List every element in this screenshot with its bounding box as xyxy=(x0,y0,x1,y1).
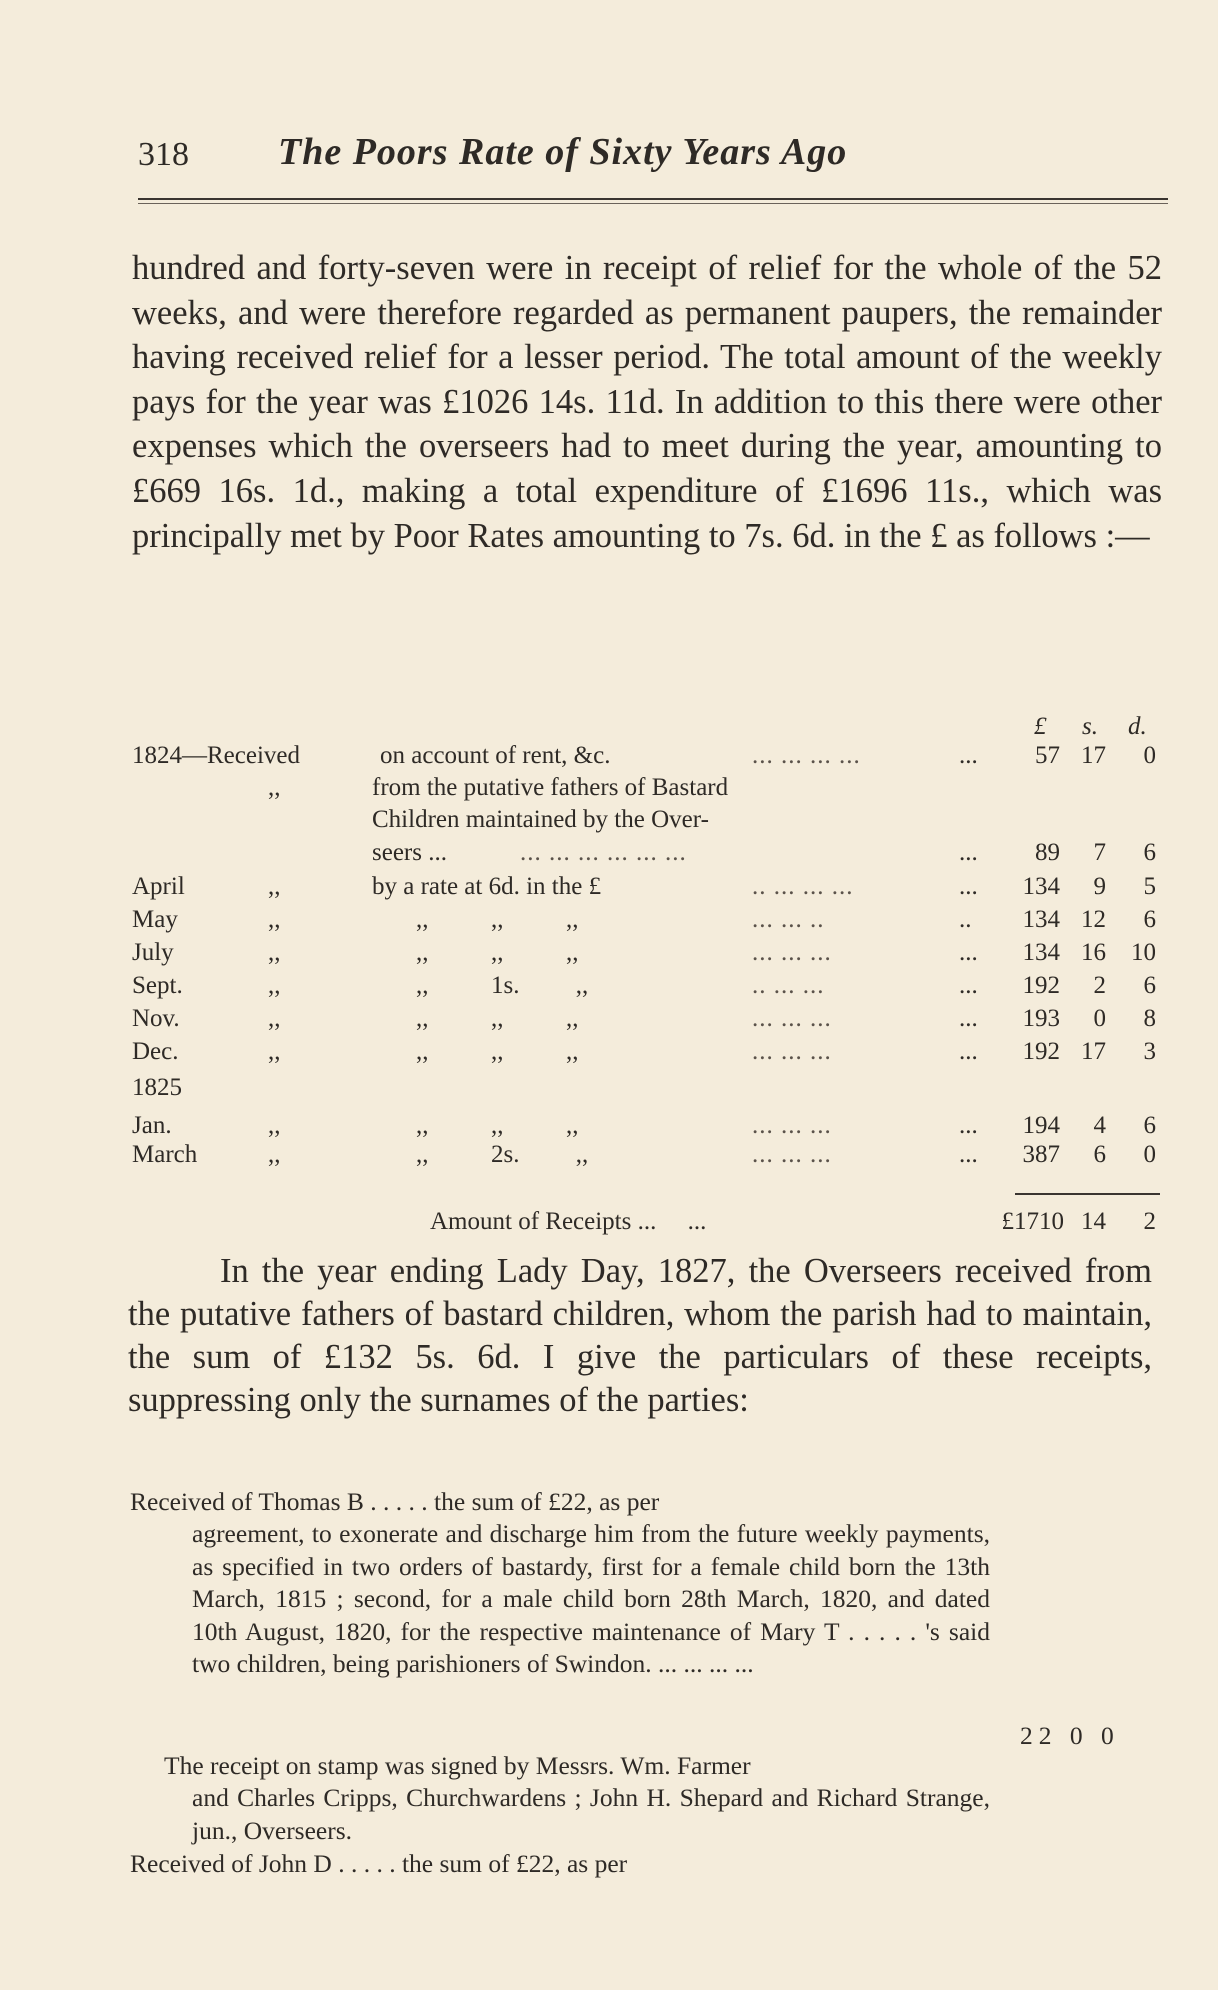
receipt-note-first-line: The receipt on stamp was signed by Messrs. Wm. Farmer xyxy=(164,1751,751,1780)
row-desc: on account of rent, &c. xyxy=(380,742,611,769)
row-ditto: ,, xyxy=(268,972,281,999)
row-pence: 6 xyxy=(1143,1112,1156,1139)
dots-lead: ... xyxy=(959,939,978,966)
total-label: Amount of Receipts ... ... xyxy=(430,1208,707,1235)
row-pence: 5 xyxy=(1143,873,1156,900)
row-date: 1824—Received xyxy=(132,742,301,769)
total-pence: 2 xyxy=(1143,1208,1156,1235)
row-ditto: ,, xyxy=(268,939,281,966)
row-dots: .. ... ... ... xyxy=(752,873,854,900)
receipt-2 xyxy=(130,1848,990,1880)
row-desc: seers ... xyxy=(372,839,447,866)
dots-lead: ... xyxy=(959,873,978,900)
row-shillings: 2 xyxy=(1093,972,1106,999)
row-pounds: 194 xyxy=(1022,1112,1060,1139)
row-pence: 8 xyxy=(1143,1005,1156,1032)
row-pence: 0 xyxy=(1143,1141,1156,1168)
row-date: July xyxy=(132,939,174,966)
row-dots: ... ... ... xyxy=(752,939,832,966)
row-pounds: 134 xyxy=(1022,873,1060,900)
receipt-1-first-line: Received of Thomas B . . . . . the sum of £22, as per xyxy=(130,1487,660,1516)
row-ditto: ,, xyxy=(268,1141,281,1168)
row-shillings: 7 xyxy=(1093,839,1106,866)
total-shillings: 14 xyxy=(1081,1208,1106,1235)
row-dots: ... ... ... xyxy=(752,1141,832,1168)
receipt-1 xyxy=(130,1486,990,1680)
running-title: The Poors Rate of Sixty Years Ago xyxy=(278,131,848,173)
row-pounds: 192 xyxy=(1022,1038,1060,1065)
row-desc: ,, 2s. ,, xyxy=(416,1141,589,1168)
row-date: May xyxy=(132,906,178,933)
row-ditto: ,, xyxy=(268,906,281,933)
row-pounds: 193 xyxy=(1022,1005,1060,1032)
dots-lead: .. xyxy=(959,906,972,933)
row-pence: 6 xyxy=(1143,972,1156,999)
row-shillings: 17 xyxy=(1081,1038,1106,1065)
row-pounds: 89 xyxy=(1035,839,1060,866)
row-dots: ... ... ... ... xyxy=(752,742,861,769)
row-pence: 10 xyxy=(1131,939,1156,966)
total-pounds: £1710 xyxy=(1001,1208,1064,1235)
receipt-2-first-line: Received of John D . . . . . the sum of £22, as per xyxy=(130,1849,628,1878)
row-desc: ,, ,, ,, xyxy=(416,939,579,966)
row-pounds: 192 xyxy=(1022,972,1060,999)
dots-lead: ... xyxy=(959,1005,978,1032)
row-shillings: 0 xyxy=(1093,1005,1106,1032)
col-header-shillings: s. xyxy=(1082,713,1098,740)
row-dots: ... ... ... xyxy=(752,1005,832,1032)
receipt-note xyxy=(164,1750,990,1847)
receipt-1-amount: 22 0 0 xyxy=(1020,1721,1120,1750)
row-shillings: 17 xyxy=(1081,742,1106,769)
dots-lead: ... xyxy=(959,839,978,866)
row-desc: ,, 1s. ,, xyxy=(416,972,589,999)
row-shillings: 16 xyxy=(1081,939,1106,966)
row-date: Nov. xyxy=(132,1005,180,1032)
row-dots: .. ... ... xyxy=(752,972,825,999)
row-date: Dec. xyxy=(132,1038,179,1065)
row-desc: ,, ,, ,, xyxy=(416,1005,579,1032)
row-desc: ,, ,, ,, xyxy=(416,906,579,933)
page-number: 318 xyxy=(138,136,189,173)
paragraph-2: In the year ending Lady Day, 1827, the Overseers received from the putative fathers of bastard children, whom the parish had to maintain, the sum of £132 5s. 6d. I give the particulars of these receipts, suppressing only the surnames of the parties: xyxy=(128,1252,1152,1419)
receipt-note-body: and Charles Cripps, Churchwardens ; John H. Shepard and Richard Strange, jun., Overseers. xyxy=(192,1783,990,1845)
row-ditto: ,, xyxy=(268,1112,281,1139)
row-pounds: 57 xyxy=(1035,742,1060,769)
dots-lead: ... xyxy=(959,1141,978,1168)
row-desc: Children maintained by the Over- xyxy=(372,806,709,833)
col-header-pence: d. xyxy=(1128,713,1147,740)
dots-lead: ... xyxy=(959,1112,978,1139)
row-date: Sept. xyxy=(132,972,183,999)
row-date: Jan. xyxy=(132,1112,172,1139)
row-pence: 0 xyxy=(1143,742,1156,769)
row-date: 1825 xyxy=(132,1074,182,1101)
row-desc: by a rate at 6d. in the £ xyxy=(372,873,602,900)
header-rule xyxy=(138,198,1168,200)
total-rule xyxy=(1015,1193,1160,1195)
row-shillings: 12 xyxy=(1081,906,1106,933)
row-shillings: 9 xyxy=(1093,873,1106,900)
col-header-pounds: £ xyxy=(1034,713,1047,740)
row-desc: from the putative fathers of Bastard xyxy=(372,774,729,801)
row-pence: 6 xyxy=(1143,839,1156,866)
row-ditto: ,, xyxy=(268,774,281,801)
row-ditto: ,, xyxy=(268,873,281,900)
dots-lead: ... xyxy=(959,972,978,999)
row-date: April xyxy=(132,873,185,900)
row-shillings: 4 xyxy=(1093,1112,1106,1139)
row-desc: ,, ,, ,, xyxy=(416,1112,579,1139)
row-dots: ... ... ... ... ... ... xyxy=(520,839,687,866)
row-pounds: 134 xyxy=(1022,939,1060,966)
row-pounds: 387 xyxy=(1022,1141,1060,1168)
header-rule-thin xyxy=(138,203,1168,204)
row-ditto: ,, xyxy=(268,1005,281,1032)
row-pence: 6 xyxy=(1143,906,1156,933)
row-date: March xyxy=(132,1141,198,1168)
row-desc: ,, ,, ,, xyxy=(416,1038,579,1065)
row-dots: ... ... ... xyxy=(752,1038,832,1065)
row-pounds: 134 xyxy=(1022,906,1060,933)
receipt-1-body: agreement, to exonerate and discharge him from the future weekly payments, as specified in two orders of bastardy, first for a female child born the 13th March, 1815 ; second, for a male child born 28th March, 1820, and dated 10th August, 1820, for the respective maintenance of Mary T . . . . . 's said two children, being parishioners of Swindon. ... ... ... ... xyxy=(192,1519,990,1679)
dots-lead: ... xyxy=(959,742,978,769)
paragraph-1: hundred and forty-seven were in receipt of relief for the whole of the 52 weeks, and were therefore regarded as permanent paupers, the remainder having received relief for a lesser period. The total amount of the weekly pays for the year was £1026 14s. 11d. In addition to this there were other expenses which the overseers had to meet during the year, amounting to £669 16s. 1d., making a total expenditure of £1696 11s., which was principally met by Poor Rates amounting to 7s. 6d. in the £ as follows :— xyxy=(132,249,1162,555)
row-dots: ... ... ... xyxy=(752,1112,832,1139)
row-shillings: 6 xyxy=(1093,1141,1106,1168)
row-ditto: ,, xyxy=(268,1038,281,1065)
row-dots: ... ... .. xyxy=(752,906,825,933)
dots-lead: ... xyxy=(959,1038,978,1065)
row-pence: 3 xyxy=(1143,1038,1156,1065)
